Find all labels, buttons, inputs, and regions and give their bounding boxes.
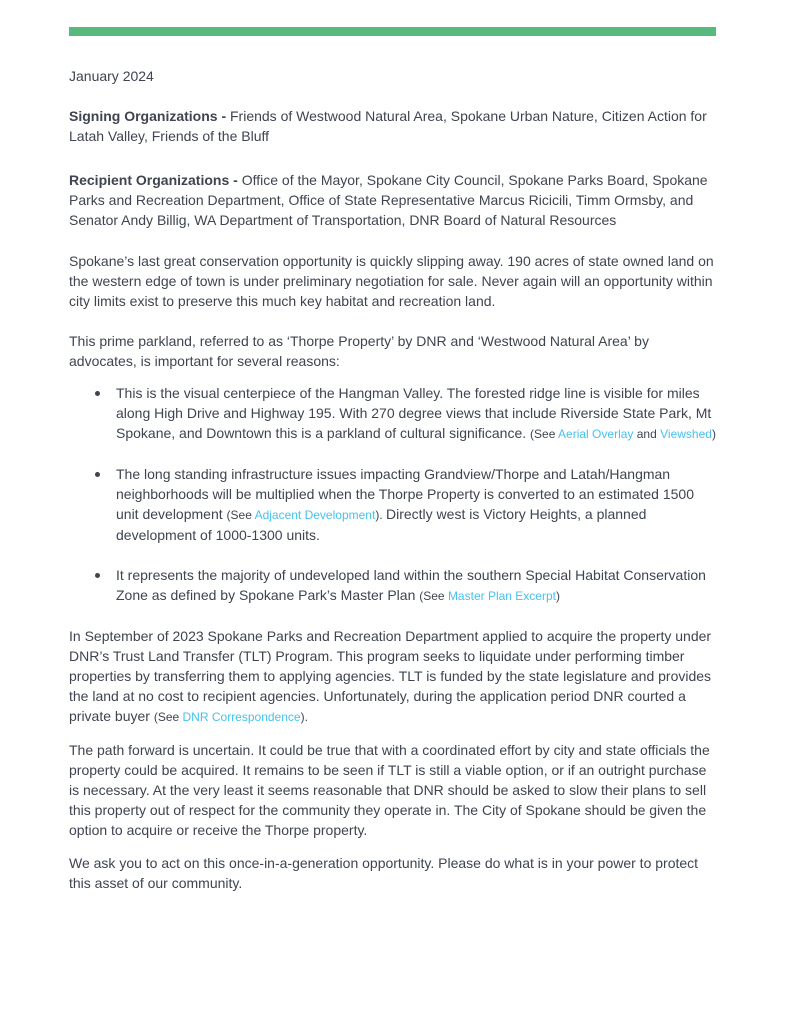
closing-paragraph: We ask you to act on this once-in-a-generation opportunity. Please do what is in your power to protect this asset of our community. [69, 855, 699, 891]
bullet-item-habitat-zone [69, 565, 716, 606]
tlt-text: In September of 2023 Spokane Parks and Recreation Department applied to acquire the property under DNR’s Trust Land Transfer (TLT) Program. This program seeks to liquidate under performing timber properties by transferring them to applying agencies. TLT is funded by the state legislature and provides the land at no cost to recipient agencies. Unfortunately, during the application period DNR courted a private buyer [69, 628, 712, 724]
recipient-organizations-value: Office of the Mayor, Spokane City Council, Spokane Parks Board, Spokane Parks and Recreation Department, Office of State Representative Marcus Ricicili, Timm Ormsby, and Senator Andy Billig, WA Department of Transportation, DNR Board of Natural Resources [69, 172, 708, 228]
see-prefix: (See [226, 508, 255, 522]
see-prefix: (See [153, 710, 183, 724]
bullet-icon [95, 573, 100, 578]
see-suffix: ) [555, 589, 560, 603]
bullet-tail: Directly west is Victory Heights, a planned development of 1000-1300 units. [116, 506, 647, 543]
recipient-organizations-label: Recipient Organizations - [69, 172, 242, 188]
see-suffix: ) [711, 427, 716, 441]
tlt-paragraph [69, 626, 716, 727]
bullet-icon [95, 391, 100, 396]
viewshed-link[interactable]: Viewshed [660, 427, 712, 441]
reasons-list [69, 383, 716, 606]
reasons-lead-paragraph: This prime parkland, referred to as ‘Thorpe Property’ by DNR and ‘Westwood Natural Area’ by advocates, is important for several reasons: [69, 333, 649, 369]
signing-organizations-value: Friends of Westwood Natural Area, Spokane Urban Nature, Citizen Action for Latah Valley, Friends of the Bluff [69, 108, 707, 144]
see-suffix: ). [300, 710, 308, 724]
see-suffix: ). [375, 508, 386, 522]
adjacent-development-link[interactable]: Adjacent Development [254, 508, 376, 522]
see-prefix: (See [530, 427, 559, 441]
aerial-overlay-link[interactable]: Aerial Overlay [558, 427, 634, 441]
see-prefix: (See [419, 589, 448, 603]
bullet-item-viewshed [69, 383, 716, 444]
accent-bar [69, 27, 716, 36]
bullet-text: The long standing infrastructure issues impacting Grandview/Thorpe and Latah/Hangman neighborhoods will be multiplied when the Thorpe Property is converted to an estimated 1500 unit development [116, 466, 694, 522]
path-forward-paragraph: The path forward is uncertain. It could be true that with a coordinated effort by city and state officials the property could be acquired. It remains to be seen if TLT is still a viable option, or if an outright purchase is necessary. At the very least it seems reasonable that DNR should be asked to slow their plans to sell this property out of respect for the community they operate in. The City of Spokane should be given the option to acquire or receive the Thorpe property. [69, 742, 710, 838]
see-connector: and [633, 427, 661, 441]
bullet-icon [95, 472, 100, 477]
signing-organizations-label: Signing Organizations - [69, 108, 230, 124]
intro-paragraph: Spokane’s last great conservation opportunity is quickly slipping away. 190 acres of state owned land on the western edge of town is under preliminary negotiation for sale. Never again will an opportunity within city limits exist to preserve this much key habitat and recreation land. [69, 253, 714, 309]
bullet-text: It represents the majority of undeveloped land within the southern Special Habitat Conservation Zone as defined by Spokane Park’s Master Plan [116, 567, 706, 603]
date-line: January 2024 [69, 68, 154, 84]
recipient-organizations [69, 170, 716, 230]
bullet-item-development [69, 464, 716, 545]
signing-organizations [69, 106, 716, 146]
bullet-text: This is the visual centerpiece of the Hangman Valley. The forested ridge line is visible for miles along High Drive and Highway 195. With 270 degree views that include Riverside State Park, Mt Spokane, and Downtown this is a parkland of cultural significance. [116, 385, 712, 441]
dnr-correspondence-link[interactable]: DNR Correspondence [182, 710, 301, 724]
master-plan-excerpt-link[interactable]: Master Plan Excerpt [447, 589, 556, 603]
